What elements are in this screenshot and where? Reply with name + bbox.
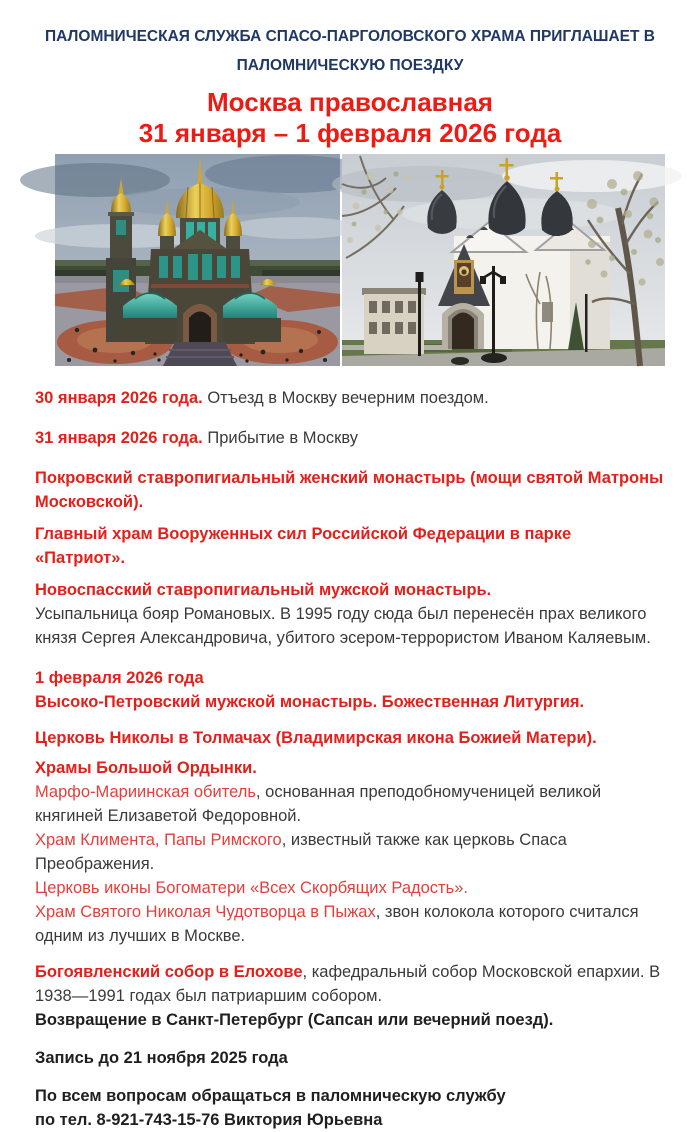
church-desc: , основанная преподобномученицей великой княгиней Елизаветой Федоровной. <box>35 783 602 825</box>
para-departure-jan30 <box>35 386 665 410</box>
heading-main-temple-patriot: Главный храм Вооруженных сил Российской Федерации в парке «Патриот». <box>35 525 572 567</box>
church-name: Церковь иконы Богоматери «Всех Скорбящих Радость». <box>35 879 468 897</box>
church-name: Храм Святого Николая Чудотворца в Пыжах <box>35 903 376 921</box>
marfo-mariinsky-illustration <box>342 154 665 366</box>
para-arrival-jan31 <box>35 426 665 450</box>
photo-main-cathedral <box>55 154 340 366</box>
itinerary <box>0 386 700 1132</box>
para-feb1 <box>35 666 665 714</box>
trip-dates: 31 января – 1 февраля 2026 года <box>138 118 562 148</box>
photo-marfo-mariinsky <box>342 154 665 366</box>
heading-tolmachi-church: Церковь Николы в Толмачах (Владимирская икона Божией Матери). <box>35 729 597 747</box>
church-desc: , известный также как церковь Спаса Преображения. <box>35 831 567 873</box>
photo-row <box>55 154 700 366</box>
list-item-marfo-mariinsky <box>35 780 665 828</box>
heading-pokrovsky-monastery: Покровский ставропигиальный женский монастырь (мощи святой Матроны Московской). <box>35 469 664 511</box>
date-feb1: 1 февраля 2026 года <box>35 669 204 687</box>
trip-title: Москва православная <box>207 87 493 117</box>
text-yelokhovo: , кафедральный собор Московской епархии. В 1938—1991 годах был патриаршим собором. <box>35 963 661 1005</box>
contact-line2: по тел. 8-921-743-15-76 Виктория Юрьевна <box>35 1111 383 1129</box>
main-cathedral-illustration <box>55 154 340 366</box>
list-item-skorbyashchikh <box>35 876 665 900</box>
date-jan30: 30 января 2026 года. <box>35 389 203 407</box>
date-jan31: 31 января 2026 года. <box>35 429 203 447</box>
contact-info <box>35 1084 665 1132</box>
heading-vysoko-petrovsky: Высоко-Петровский мужской монастырь. Божественная Литургия. <box>35 693 585 711</box>
return-line: Возвращение в Санкт-Петербург (Сапсан или вечерний поезд). <box>35 1011 554 1029</box>
heading-ordynka: Храмы Большой Ордынки. <box>35 759 257 777</box>
heading-yelokhovo: Богоявленский собор в Елохове <box>35 963 303 981</box>
para-novospassky <box>35 578 665 650</box>
para-yelokhovo <box>35 960 665 1032</box>
list-item-kliment <box>35 828 665 876</box>
heading-novospassky: Новоспасский ставропигиальный мужской монастырь. <box>35 581 492 599</box>
para-ordynka <box>35 756 665 948</box>
trip-title-block <box>0 87 700 149</box>
text-jan30: Отъезд в Москву вечерним поездом. <box>202 389 489 407</box>
list-item-pyzhi <box>35 900 665 948</box>
church-name: Марфо-Мариинская обитель <box>35 783 256 801</box>
church-desc: , звон колокола которого считался одним из лучших в Москве. <box>35 903 639 945</box>
text-jan31: Прибытие в Москву <box>202 429 359 447</box>
church-name: Храм Климента, Папы Римского <box>35 831 282 849</box>
signup-deadline: Запись до 21 ноября 2025 года <box>35 1049 288 1067</box>
contact-line1: По всем вопросам обращаться в паломническую службу <box>35 1087 506 1105</box>
announcement-header: ПАЛОМНИЧЕСКАЯ СЛУЖБА СПАСО-ПАРГОЛОВСКОГО ХРАМА ПРИГЛАШАЕТ В ПАЛОМНИЧЕСКУЮ ПОЕЗДКУ <box>45 28 655 74</box>
text-novospassky: Усыпальница бояр Романовых. В 1995 году сюда был перенесён прах великого князя Сергея Александровича, убитого эсером-террористом Иваном Каляевым. <box>35 605 651 647</box>
